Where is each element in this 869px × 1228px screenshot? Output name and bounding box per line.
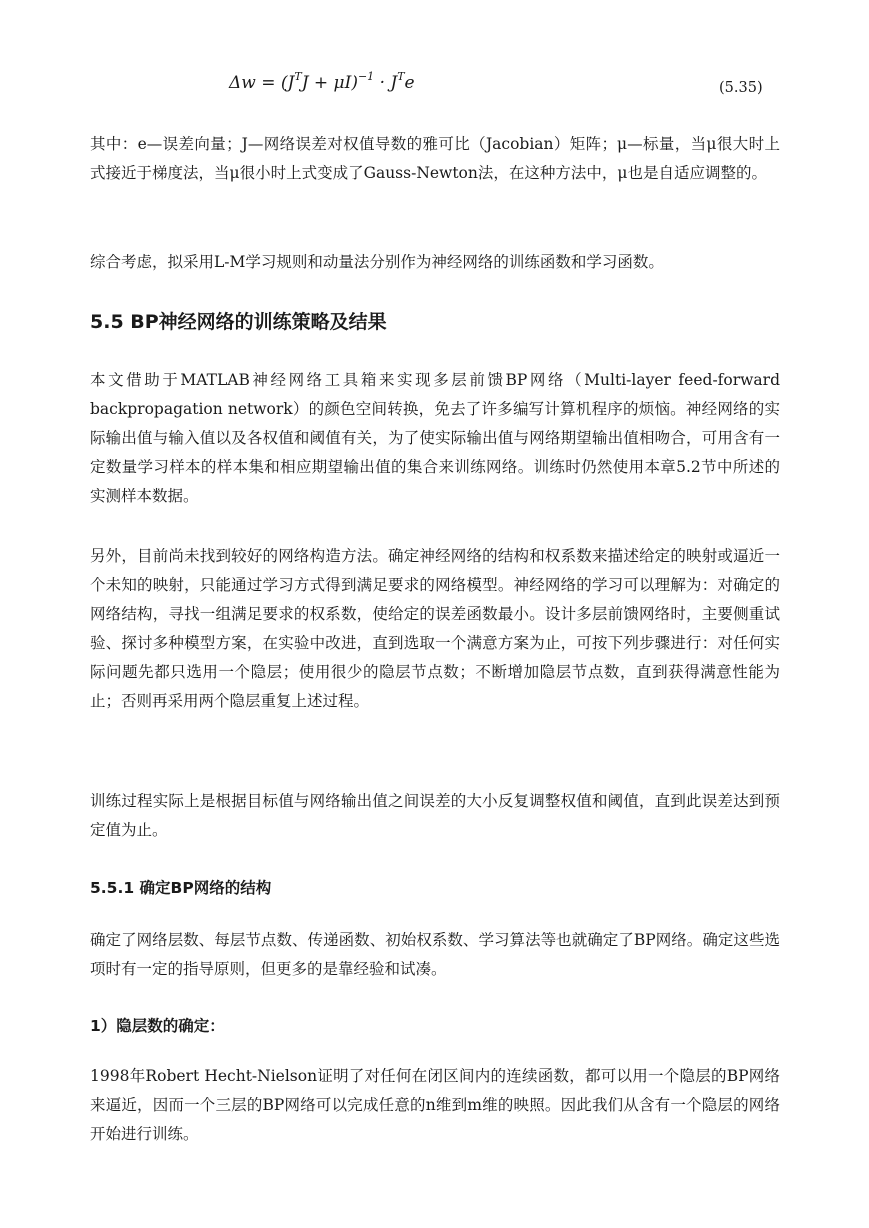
equation-rhs-open: = (J bbox=[261, 73, 295, 93]
inverse-superscript: −1 bbox=[357, 70, 375, 83]
equation-mid: J + μI) bbox=[301, 73, 358, 93]
equation-tail: · J bbox=[374, 73, 398, 93]
paragraph-hecht-nielson: 1998年Robert Hecht-Nielson证明了对任何在闭区间内的连续函数，都可以用一个隐层的BP网络来逼近，因而一个三层的BP网络可以完成任意的n维到m维的映照。因此我们从含有一个隐层的网络开始进行训练。 bbox=[90, 1067, 780, 1143]
equation-5-35 bbox=[0, 66, 869, 106]
equation-lhs: Δw bbox=[229, 73, 256, 93]
subsection-heading-5-5-1: 5.5.1 确定BP网络的结构 bbox=[90, 879, 272, 897]
paragraph-definitions: 其中：e—误差向量；J—网络误差对权值导数的雅可比（Jacobian）矩阵；μ—标量，当μ很大时上式接近于梯度法，当μ很小时上式变成了Gauss-Newton法，在这种方法中，μ也是自适应调整的。 bbox=[90, 135, 780, 182]
transpose-superscript: T bbox=[294, 70, 302, 83]
paragraph-training-process: 训练过程实际上是根据目标值与网络输出值之间误差的大小反复调整权值和阈值，直到此误差达到预定值为止。 bbox=[90, 792, 780, 839]
equation-number: (5.35) bbox=[719, 80, 763, 96]
lm-update-formula bbox=[229, 70, 415, 93]
paragraph-network-design: 另外，目前尚未找到较好的网络构造方法。确定神经网络的结构和权系数来描述给定的映射或逼近一个未知的映射，只能通过学习方式得到满足要求的网络模型。神经网络的学习可以理解为：对确定的网络结构，寻找一组满足要求的权系数，使给定的误差函数最小。设计多层前馈网络时，主要侧重试验、探讨多种模型方案，在实验中改进，直到选取一个满意方案为止，可按下列步骤进行：对任何实际问题先都只选用一个隐层；使用很少的隐层节点数；不断增加隐层节点数，直到获得满意性能为止；否则再采用两个隐层重复上述过程。 bbox=[90, 547, 780, 710]
item-heading-hidden-layers: 1）隐层数的确定： bbox=[90, 1017, 225, 1035]
section-heading-5-5: 5.5 BP神经网络的训练策略及结果 bbox=[90, 311, 387, 333]
error-vector-symbol: e bbox=[404, 73, 415, 93]
paragraph-structure: 确定了网络层数、每层节点数、传递函数、初始权系数、学习算法等也就确定了BP网络。确定这些选项时有一定的指导原则，但更多的是靠经验和试凑。 bbox=[90, 931, 780, 978]
transpose-superscript-2: T bbox=[397, 70, 405, 83]
paragraph-matlab-intro: 本文借助于MATLAB神经网络工具箱来实现多层前馈BP网络（Multi-layer feed-forward backpropagation network）的颜色空间转换，免去了许多编写计算机程序的烦恼。神经网络的实际输出值与输入值以及各权值和阈值有关，为了使实际输出值与网络期望输出值相吻合，可用含有一定数量学习样本的样本集和相应期望输出值的集合来训练网络。训练时仍然使用本章5.2节中所述的实测样本数据。 bbox=[90, 371, 780, 505]
paragraph-conclusion: 综合考虑，拟采用L-M学习规则和动量法分别作为神经网络的训练函数和学习函数。 bbox=[90, 253, 664, 271]
